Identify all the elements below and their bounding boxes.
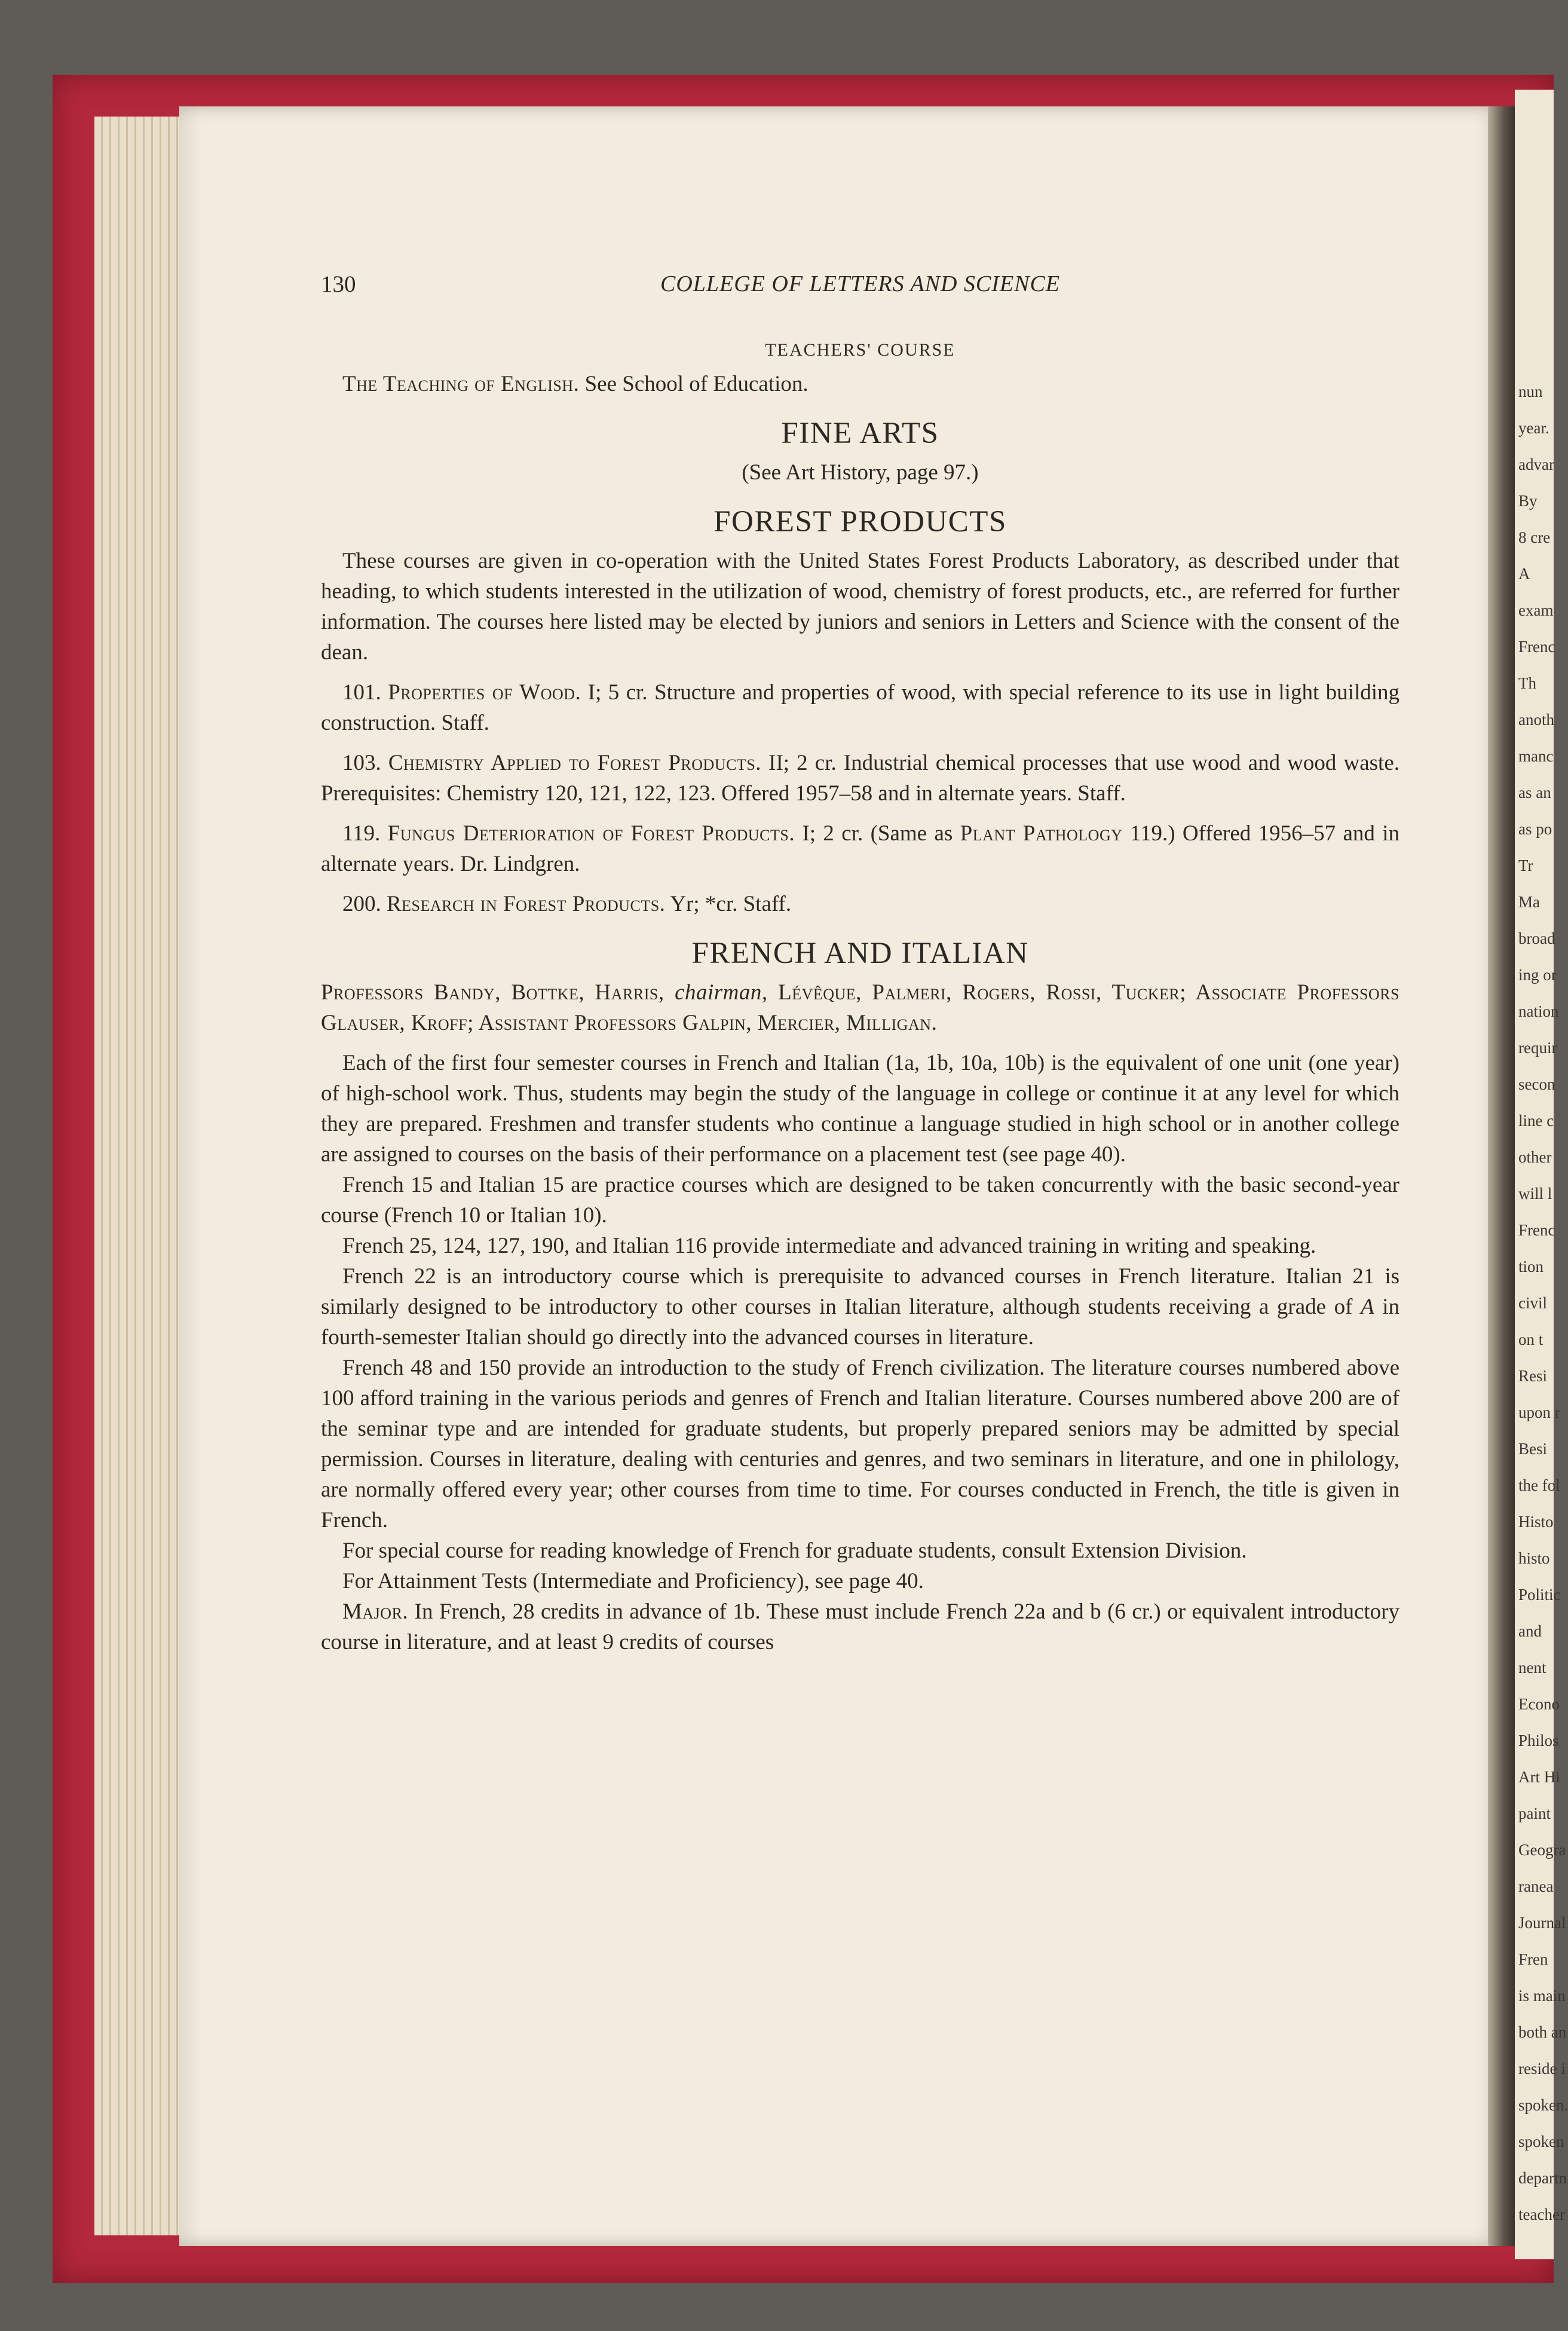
facing-page-fragment: departn: [1518, 2169, 1567, 2187]
running-head: [321, 263, 1399, 305]
facing-page-fragment: exam: [1518, 601, 1554, 619]
facing-page-fragment: Resi: [1518, 1367, 1548, 1385]
facing-page-fragment: spoken: [1518, 2133, 1564, 2150]
course-number: 103.: [342, 751, 381, 775]
facing-page-fragment: Fren: [1518, 1950, 1548, 1968]
paragraph-text: in fourth-semester Italian should go directly into the advanced courses in literature.: [321, 1295, 1400, 1350]
paragraph: French 48 and 150 provide an introduction to the study of French civilization. The literature courses numbered above 100 afford training in the various periods and genres of French and Italian literature. Courses numbered above 200 are of the seminar type and are intended for graduate students, but properly prepared seniors may be admitted by special permission. Courses in literature, dealing with centuries and genres, and two seminars in literature, and one in philology, are normally offered every year; other courses from time to time. For courses conducted in French, the title is given in French.: [321, 1356, 1399, 1532]
facing-page-fragment: Frenc: [1518, 1221, 1555, 1239]
facing-page-fragment: histo: [1518, 1549, 1550, 1567]
paragraph: French 25, 124, 127, 190, and Italian 116 provide intermediate and advanced training in writing and speaking.: [342, 1234, 1316, 1258]
facing-page-fragment: manc: [1518, 747, 1554, 765]
facing-page-fragment: ing or: [1518, 966, 1557, 984]
facing-page-fragment: teacher: [1518, 2205, 1565, 2223]
chairman-label: chairman,: [675, 980, 768, 1005]
facing-page-fragment: requir: [1518, 1039, 1557, 1057]
facing-page-fragment: broad: [1518, 929, 1555, 947]
running-title: COLLEGE OF LETTERS AND SCIENCE: [660, 271, 1061, 296]
facing-page-fragment: Histo: [1518, 1513, 1554, 1531]
facing-page-fragment: is main: [1518, 1987, 1566, 2005]
grade-letter: A: [1361, 1295, 1374, 1319]
facing-page-fragment: anoth: [1518, 711, 1554, 729]
teachers-course-entry: [321, 369, 1399, 399]
facing-page-fragment: Geogra: [1518, 1841, 1566, 1859]
teachers-course-heading: TEACHERS' COURSE: [765, 340, 956, 360]
facing-page-fragment: line c: [1518, 1112, 1554, 1130]
facing-page-fragment: Politic: [1518, 1586, 1561, 1604]
major-label: Major.: [342, 1599, 409, 1624]
facing-page-fragment: and: [1518, 1622, 1542, 1640]
professors: Professors Bandy, Bottke, Harris,: [321, 980, 664, 1005]
facing-page-fragment: civil: [1518, 1294, 1547, 1312]
course-title: Properties of Wood.: [388, 680, 581, 705]
course-entry: [321, 818, 1399, 879]
facing-page-fragment: will l: [1518, 1185, 1552, 1203]
forest-products-intro: These courses are given in co-operation with the United States Forest Products Laboratory, as described under that heading, to which students interested in the utilization of wood, chemistry of forest products, etc., are referred for further information. The courses here listed may be elected by juniors and seniors in Letters and Science with the consent of the dean.: [321, 549, 1399, 665]
facing-page-fragment: on t: [1518, 1330, 1544, 1348]
course-number: 200.: [342, 892, 381, 916]
facing-page-fragment: Ma: [1518, 893, 1540, 911]
facing-page-fragment: Th: [1518, 674, 1536, 692]
facing-page-fragment: upon r: [1518, 1403, 1560, 1421]
facing-page-fragment: both an: [1518, 2023, 1567, 2041]
page-edges: [94, 117, 190, 2235]
facing-page-fragment: as an: [1518, 784, 1551, 802]
facing-page-fragment: nun: [1518, 383, 1543, 400]
course-number: 119.: [342, 821, 381, 846]
facing-page-fragment: ranea: [1518, 1877, 1554, 1895]
facing-page-fragment: Philos: [1518, 1732, 1559, 1749]
major-paragraph: [321, 1596, 1399, 1657]
paragraph: For special course for reading knowledge of French for graduate students, consult Extension Division.: [342, 1538, 1247, 1563]
facing-page-fragment: advar: [1518, 455, 1554, 473]
facing-page-fragment: spoken.: [1518, 2096, 1568, 2114]
facing-page-fragment: Besi: [1518, 1440, 1548, 1458]
page-number: 130: [321, 271, 356, 297]
course-text: I; 5 cr. Structure and properties of wood, with special reference to its use in light building construction. Staff.: [321, 680, 1400, 735]
course-text: See School of Education.: [584, 372, 808, 396]
facing-page-fragment: other: [1518, 1148, 1552, 1166]
facing-page-fragment: as po: [1518, 820, 1552, 838]
facing-page-fragment: reside i: [1518, 2060, 1566, 2078]
course-title: Chemistry Applied to Forest Products.: [388, 751, 762, 775]
fine-arts-note: (See Art History, page 97.): [742, 460, 979, 485]
facing-page-fragment: nent: [1518, 1659, 1546, 1677]
fine-arts-heading: FINE ARTS: [781, 417, 939, 450]
facing-page-fragment: tion: [1518, 1258, 1544, 1275]
facing-page-fragment: the fol: [1518, 1476, 1560, 1494]
facing-page-fragment: By: [1518, 492, 1538, 510]
facing-page-fragment: Econo: [1518, 1695, 1560, 1713]
facing-page-fragment: A: [1518, 565, 1530, 583]
facing-page: [1515, 90, 1568, 2259]
facing-page-fragment: Tr: [1518, 856, 1533, 874]
facing-page-fragment: nation: [1518, 1002, 1559, 1020]
facing-page-fragment: year.: [1518, 419, 1549, 437]
course-text: Yr; *cr. Staff.: [670, 892, 792, 916]
faculty-list: [321, 977, 1399, 1038]
course-text: II; 2 cr. Industrial chemical processes that use wood and wood waste. Prerequisites: Chemistry 120, 121, 122, 123. Offered 1957–58 and in alternate years. Staff.: [321, 751, 1399, 806]
forest-products-heading: FOREST PRODUCTS: [713, 505, 1007, 539]
paragraph: Each of the first four semester courses in French and Italian (1a, 1b, 10a, 10b) is the equivalent of one unit (one year) of high-school work. Thus, students may begin the study of the language in college or continue it at any level for which they are prepared. Freshmen and transfer students who continue a language studied in high school or in another college are assigned to courses on the basis of their performance on a placement test (see page 40).: [321, 1051, 1399, 1167]
course-title: Research in Forest Products.: [387, 892, 666, 916]
course-entry: [321, 748, 1399, 809]
paragraph-text: French 22 is an introductory course which is prerequisite to advanced courses in French literature. Italian 21 is similarly designed to be introductory to other courses in Italian literature, although students receiving a grade of: [321, 1264, 1399, 1319]
facing-page-fragment: paint: [1518, 1804, 1551, 1822]
paragraph: French 15 and Italian 15 are practice courses which are designed to be taken concurrently with the basic second-year course (French 10 or Italian 10).: [321, 1173, 1399, 1228]
course-title: The Teaching of English.: [342, 372, 580, 396]
cross-reference: Plant Pathology: [960, 821, 1123, 846]
assistant-professors: Assistant Professors Galpin, Mercier, Milligan.: [478, 1011, 938, 1035]
page-content: [321, 263, 1399, 1657]
book-gutter: [1488, 106, 1515, 2246]
major-text: In French, 28 credits in advance of 1b. These must include French 22a and b (6 cr.) or equivalent introductory course in literature, and at least 9 credits of courses: [321, 1599, 1399, 1654]
paragraph: For Attainment Tests (Intermediate and Proficiency), see page 40.: [342, 1569, 924, 1593]
facing-page-fragment: Frenc: [1518, 638, 1555, 656]
facing-page-fragment: 8 cre: [1518, 528, 1551, 546]
course-title: Fungus Deterioration of Forest Products.: [387, 821, 795, 846]
course-entry: [321, 889, 1399, 919]
course-text: I; 2 cr. (Same as: [802, 821, 953, 846]
french-italian-heading: FRENCH AND ITALIAN: [691, 937, 1029, 970]
course-entry: [321, 677, 1399, 738]
paragraph: [321, 1261, 1399, 1353]
course-text: 119.) Offered 1956–57 and in alternate years. Dr. Lindgren.: [321, 821, 1400, 876]
professors: Lévêque, Palmeri, Rogers, Rossi, Tucker;: [778, 980, 1186, 1005]
facing-page-fragment: secon: [1518, 1075, 1555, 1093]
course-number: 101.: [342, 680, 381, 705]
facing-page-fragment: Journal: [1518, 1914, 1566, 1932]
facing-page-fragment: Art Hi: [1518, 1768, 1560, 1786]
associate-professors: Associate Professors Glauser, Kroff;: [321, 980, 1399, 1035]
